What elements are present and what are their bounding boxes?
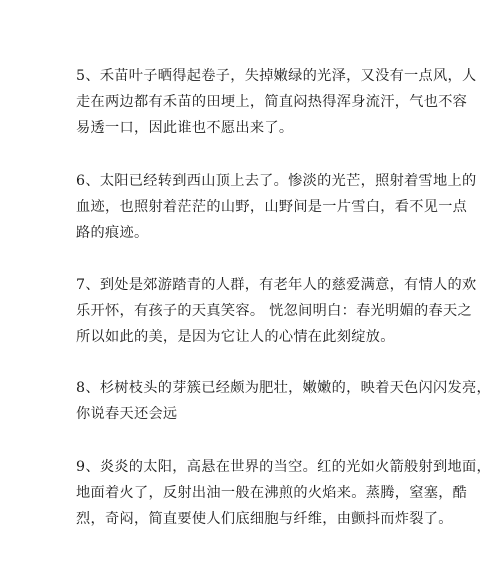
text-line: 乐开怀，有孩子的天真笑容。 恍忽间明白：春光明媚的春天之 bbox=[76, 303, 472, 319]
bottom-fade bbox=[0, 546, 500, 566]
text-line: 所以如此的美，是因为它让人的心情在此刻绽放。 bbox=[76, 329, 395, 345]
text-line: 烈，奇闷，简直要使人们底细胞与纤维，由颤抖而炸裂了。 bbox=[76, 511, 453, 527]
text-line: 8、杉树枝头的芽簇已经颇为肥壮，嫩嫩的，映着天色闪闪发亮， bbox=[76, 380, 491, 396]
text-line: 血迹，也照射着茫茫的山野，山野间是一片雪白，看不见一点 bbox=[76, 199, 468, 215]
paragraph-9 bbox=[76, 454, 491, 532]
paragraph-6 bbox=[76, 168, 477, 246]
text-line: 地面着火了，反射出油一般在沸煎的火焰来。蒸腾，窒塞，酷 bbox=[76, 485, 468, 501]
text-line: 路的痕迹。 bbox=[76, 225, 149, 241]
text-line: 易透一口，因此谁也不愿出来了。 bbox=[76, 120, 294, 136]
text-line: 走在两边都有禾苗的田埂上，简直闷热得浑身流汗，气也不容 bbox=[76, 94, 468, 110]
text-line: 你说春天还会远 bbox=[76, 406, 178, 422]
text-line: 5、禾苗叶子晒得起卷子，失掉嫩绿的光泽，又没有一点风，人 bbox=[76, 68, 477, 84]
text-line: 9、炎炎的太阳，高悬在世界的当空。红的光如火箭般射到地面， bbox=[76, 459, 491, 475]
text-line: 6、太阳已经转到西山顶上去了。惨淡的光芒，照射着雪地上的 bbox=[76, 173, 477, 189]
paragraph-5 bbox=[76, 63, 477, 141]
paragraph-8 bbox=[76, 375, 491, 427]
text-line: 7、到处是郊游踏青的人群，有老年人的慈爱满意，有情人的欢 bbox=[76, 277, 477, 293]
paragraph-7 bbox=[76, 272, 477, 350]
